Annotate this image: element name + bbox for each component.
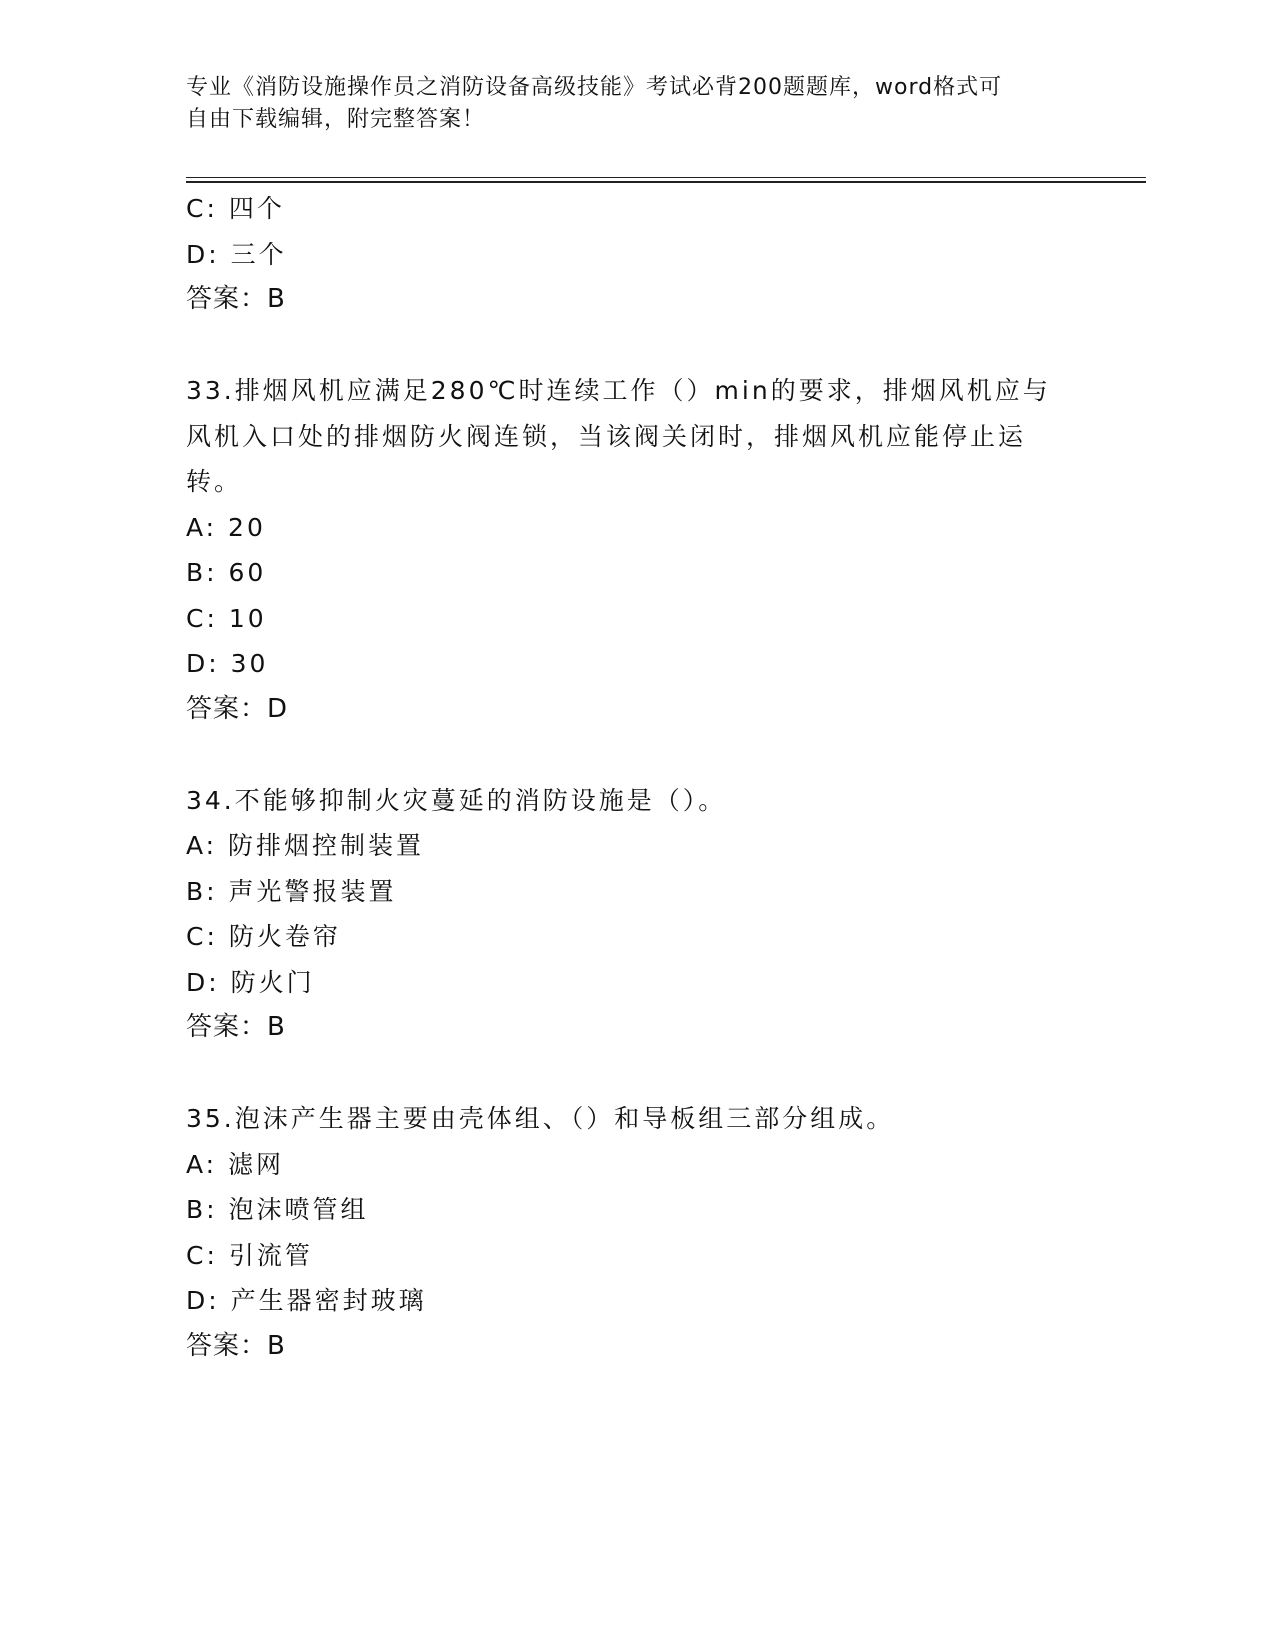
option-b: B: 泡沫喷管组 (186, 1195, 369, 1224)
header-rule-thick (186, 181, 1146, 183)
answer: 答案：B (186, 1012, 286, 1042)
option-c: C: 防火卷帘 (186, 922, 341, 951)
question-text-line: 转。 (186, 467, 243, 496)
option-b: B: 60 (186, 558, 267, 587)
header-line-1: 专业《消防设施操作员之消防设备高级技能》考试必背200题题库，word格式可 (186, 75, 1003, 100)
option-a: A: 防排烟控制装置 (186, 831, 425, 860)
option-b: B: 声光警报装置 (186, 876, 397, 906)
answer: 答案：B (186, 284, 286, 314)
spacer (186, 1051, 1066, 1097)
question-text-line: 风机入口处的排烟防火阀连锁，当该阀关闭时，排烟风机应能停止运 (186, 421, 1027, 451)
question-text-line: 33.排烟风机应满足280℃时连续工作（）min的要求，排烟风机应与 (186, 376, 1051, 405)
option-d: D: 防火门 (186, 967, 315, 997)
spacer (186, 732, 1066, 778)
answer: 答案：B (186, 1330, 286, 1361)
option-c: C: 10 (186, 603, 267, 633)
question-35 (186, 1096, 1066, 1369)
option-a: A: 20 (186, 512, 266, 542)
option-d: D: 产生器密封玻璃 (186, 1286, 427, 1315)
option-c: C: 引流管 (186, 1240, 313, 1270)
question-text-line: 35.泡沫产生器主要由壳体组、（）和导板组三部分组成。 (186, 1104, 895, 1133)
question-content (186, 186, 1066, 1369)
question-33 (186, 368, 1066, 732)
header-rule-thin (186, 177, 1146, 178)
answer: 答案：D (186, 693, 289, 724)
spacer (186, 323, 1066, 369)
option-c: C: 四个 (186, 194, 285, 223)
header-line-2: 自由下载编辑，附完整答案！ (186, 107, 486, 132)
option-d: D: 三个 (186, 239, 287, 269)
question-34 (186, 778, 1066, 1051)
document-header (186, 72, 1066, 136)
previous-question-tail (186, 186, 1066, 323)
question-text-line: 34.不能够抑制火灾蔓延的消防设施是（）。 (186, 785, 727, 815)
option-a: A: 滤网 (186, 1149, 285, 1179)
option-d: D: 30 (186, 649, 269, 678)
